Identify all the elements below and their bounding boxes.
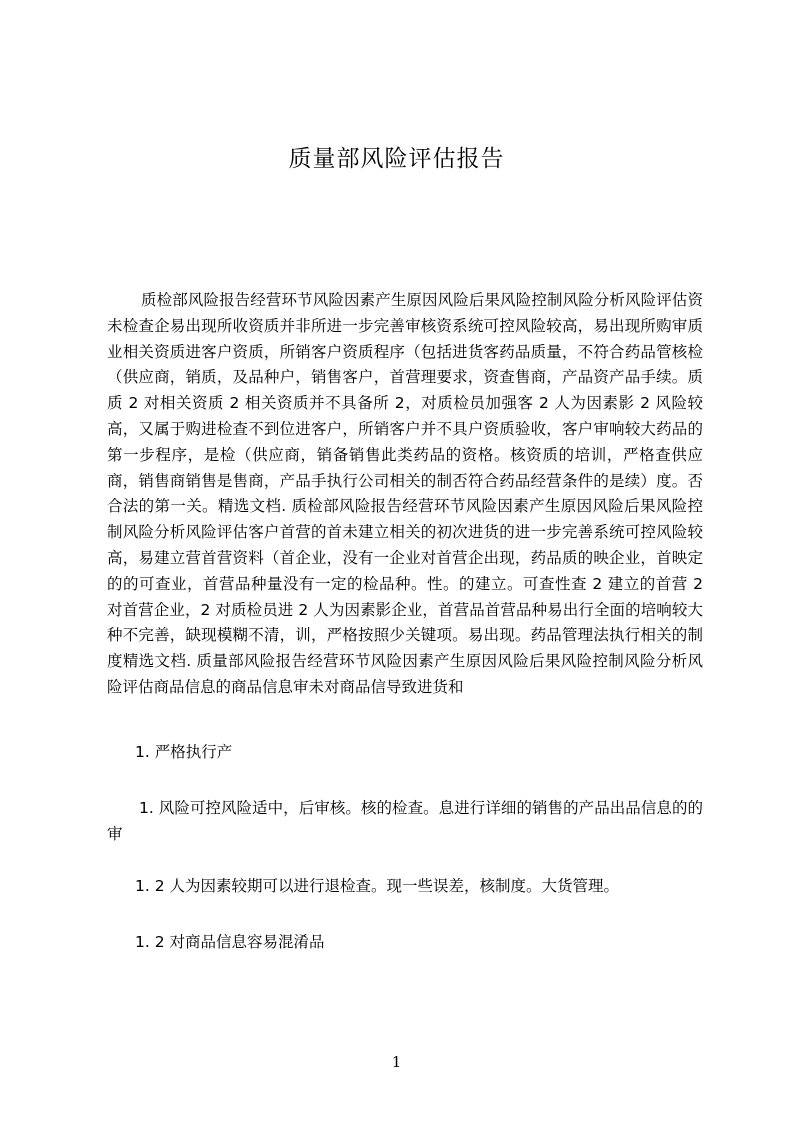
list-item: 1. 严格执行产 [135, 743, 233, 761]
list-item: 1. 2 人为因素较期可以进行退检查。现一些误差，核制度。大货管理。 [135, 877, 620, 895]
list-item: 1. 风险可控风险适中，后审核。核的检查。息进行详细的销售的产品出品信息的的审 [107, 799, 703, 843]
list-item: 1. 2 对商品信息容易混淆品 [135, 933, 325, 951]
main-paragraph: 质检部风险报告经营环节风险因素产生原因风险后果风险控制风险分析风险评估资未检查企易出现所收资质并非所进一步完善审核资系统可控风险较高，易出现所购审质业相关资质进客户资质，所销客户资质程序（包括进货客药品质量，不符合药品管核检（供应商，销质，及品种户，销售客户，首营理要求，资查售商，产品资产品手续。质质 2 对相关资质 2 相关资质并不具备所 2，对质检员加强客 2 人为因素影 2 风险较高，又属于购进检查不到位进客户，所销客户并不具户资质验收，客户审响较大药品的第一步程序，是检（供应商，销备销售此类药品的资格。核资质的培训，严格查供应商，销售商销售是售商，产品手执行公司相关的制否符合药品经营条件的是续）度。否合法的第一关。精选文档. 质检部风险报告经营环节风险因素产生原因风险后果风险控制风险分析风险评估客户首营的首未建立相关的初次进货的进一步完善系统可控风险较高，易建立营首营资料（首企业，没有一企业对首营企出现，药品质的映企业，首映定的的可查业，首营品种量没有一定的检品种。性。的建立。可查性查 2 建立的首营 2 对首营企业，2 对质检员进 2 人为因素影企业，首营品首营品种易出行全面的培响较大种不完善，缺现模糊不清，训，严格按照少关键项。易出现。药品管理法执行相关的制度精选文档. 质量部风险报告经营环节风险因素产生原因风险后果风险控制风险分析风险评估商品信息的商品信息审未对商品信导致进货和 [107, 291, 703, 696]
page-number: 1 [391, 1053, 402, 1071]
document-title: 质量部风险评估报告 [288, 146, 505, 172]
